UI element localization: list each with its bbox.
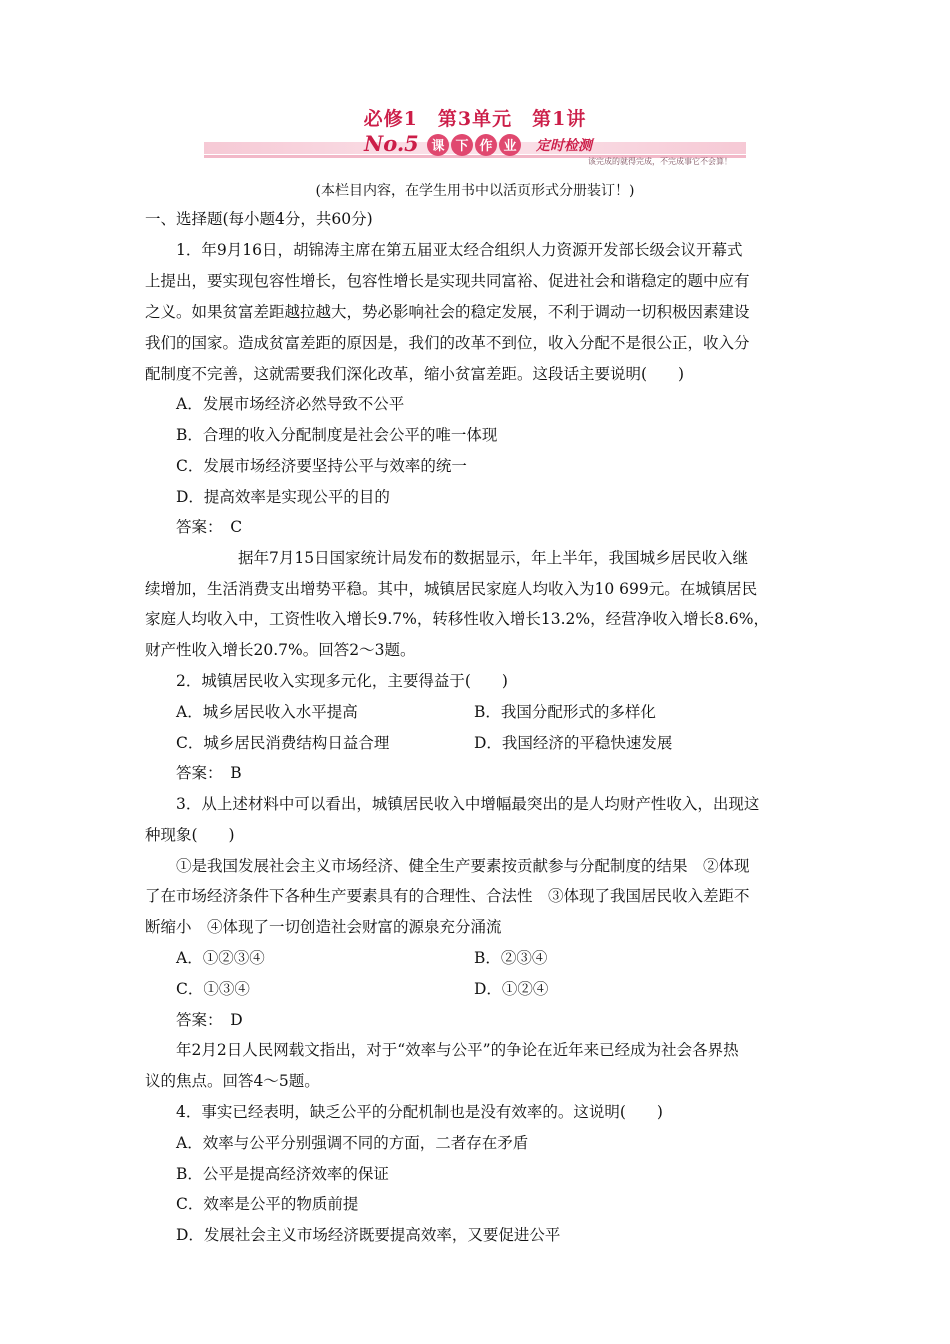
q1-stem: 1．年9月16日，胡锦涛主席在第五届亚太经合组织人力资源开发部长级会议开幕式 [176, 241, 743, 259]
q1-option-a: A．发展市场经济必然导致不公平 [176, 395, 405, 413]
q1-option-c: C．发展市场经济要坚持公平与效率的统一 [176, 457, 467, 475]
pill-label-3: 作 [479, 139, 493, 154]
pill-label-1: 课 [431, 139, 445, 154]
q2-option-b: B．我国分配形式的多样化 [474, 703, 656, 721]
banner-tag: 定时检测 [536, 138, 592, 154]
q3-option-b: B．②③④ [474, 949, 548, 967]
q3-stem: 3．从上述材料中可以看出，城镇居民收入中增幅最突出的是人均财产性收入，出现这 [176, 795, 760, 813]
q1-answer: 答案： C [176, 518, 243, 536]
q3-statements: ①是我国发展社会主义市场经济、健全生产要素按贡献参与分配制度的结果 ②体现 [176, 857, 750, 875]
material-passage: 据年7月15日国家统计局发布的数据显示，年上半年，我国城乡居民收入继 [238, 549, 749, 567]
q1-stem: 配制度不完善，这就需要我们深化改革，缩小贫富差距。这段话主要说明( ) [145, 365, 685, 383]
q1-option-d: D．提高效率是实现公平的目的 [176, 488, 390, 506]
q2-option-d: D．我国经济的平稳快速发展 [474, 734, 673, 752]
q4-option-b: B．公平是提高经济效率的保证 [176, 1165, 389, 1183]
q3-option-d: D．①②④ [474, 980, 549, 998]
q4-option-d: D．发展社会主义市场经济既要提高效率，又要促进公平 [176, 1226, 561, 1244]
q4-stem: 4．事实已经表明，缺乏公平的分配机制也是没有效率的。这说明( ) [176, 1103, 663, 1121]
q1-stem: 上提出，要实现包容性增长，包容性增长是实现共同富裕、促进社会和谐稳定的题中应有 [145, 272, 750, 290]
banner-slogan: 该完成的就得完成，不完成事它不会算！ [588, 157, 732, 166]
binding-note: (本栏目内容，在学生用书中以活页形式分册装订！) [315, 183, 635, 199]
page-title: 必修1 第3单元 第1讲 [363, 108, 587, 130]
q1-option-b: B．合理的收入分配制度是社会公平的唯一体现 [176, 426, 498, 444]
q2-stem: 2．城镇居民收入实现多元化，主要得益于( ) [176, 672, 508, 690]
q2-option-a: A．城乡居民收入水平提高 [176, 703, 358, 721]
material-passage-2: 议的焦点。回答4～5题。 [145, 1072, 320, 1090]
q3-stem: 种现象( ) [145, 826, 235, 844]
pill-label-4: 业 [503, 139, 517, 154]
q3-option-c: C．①③④ [176, 980, 250, 998]
banner-number: No.5 [364, 131, 419, 156]
q1-stem: 我们的国家。造成贫富差距的原因是，我们的改革不到位，收入分配不是很公正，收入分 [145, 334, 750, 352]
material-passage-2: 年2月2日人民网载文指出，对于“效率与公平”的争论在近年来已经成为社会各界热 [176, 1041, 739, 1059]
q3-option-a: A．①②③④ [176, 949, 265, 967]
q4-option-a: A．效率与公平分别强调不同的方面，二者存在矛盾 [176, 1134, 529, 1152]
q3-statements: 了在市场经济条件下各种生产要素具有的合理性、合法性 ③体现了我国居民收入差距不 [145, 887, 750, 905]
material-passage: 续增加，生活消费支出增势平稳。其中，城镇居民家庭人均收入为10 699元。在城镇居民 [145, 580, 758, 598]
q2-answer: 答案： B [176, 764, 242, 782]
material-passage: 财产性收入增长20.7%。回答2～3题。 [145, 641, 416, 659]
pill-label-2: 下 [455, 139, 469, 154]
section-banner [204, 128, 746, 166]
q3-answer: 答案： D [176, 1011, 243, 1029]
q3-statements: 断缩小 ④体现了一切创造社会财富的源泉充分涌流 [145, 918, 502, 936]
section-heading: 一、选择题(每小题4分，共60分) [145, 210, 373, 228]
material-passage: 家庭人均收入中，工资性收入增长9.7%，转移性收入增长13.2%，经营净收入增长8.6%， [145, 610, 769, 628]
q4-option-c: C．效率是公平的物质前提 [176, 1195, 359, 1213]
q1-stem: 之义。如果贫富差距越拉越大，势必影响社会的稳定发展，不利于调动一切积极因素建设 [145, 303, 750, 321]
q2-option-c: C．城乡居民消费结构日益合理 [176, 734, 390, 752]
